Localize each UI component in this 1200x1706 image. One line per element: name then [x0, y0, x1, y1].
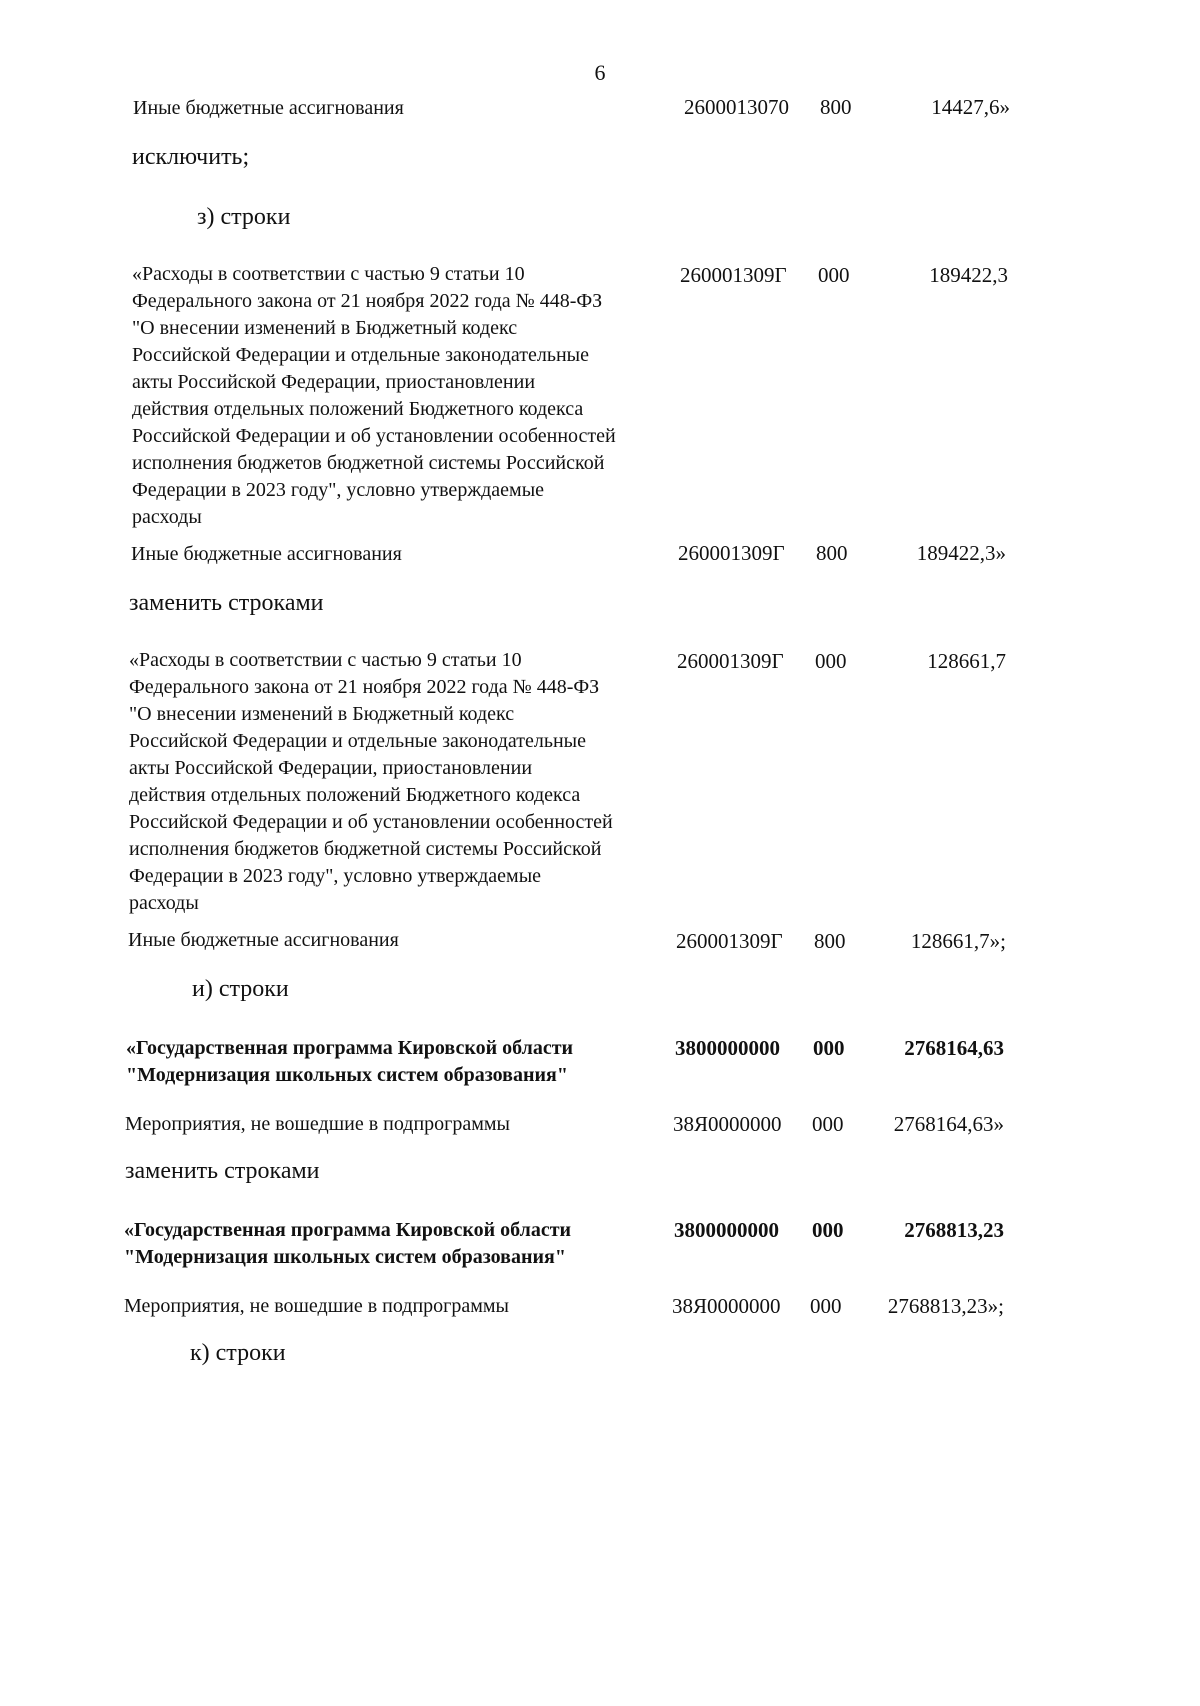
row-3-desc-line: Российской Федерации и отдельные законодательные [132, 344, 589, 366]
row-6-sum: 128661,7 [927, 649, 1006, 673]
row-10-code: 38Я0000000 [673, 1112, 782, 1136]
row-12-sum: 2768813,23 [904, 1218, 1004, 1242]
row-12-desc-line: "Модернизация школьных систем образования" [124, 1246, 566, 1268]
row-4-code: 260001309Г [678, 541, 785, 565]
instruction-exclude: исключить; [132, 144, 250, 170]
instruction-replace-1: заменить строками [129, 590, 324, 616]
row-4-desc-line: Иные бюджетные ассигнования [131, 543, 402, 565]
row-0-desc-line: Иные бюджетные ассигнования [133, 97, 404, 119]
row-3-desc-line: расходы [132, 506, 202, 528]
row-9-sum: 2768164,63 [904, 1036, 1004, 1060]
row-6-vr: 000 [815, 649, 847, 673]
row-3-desc-line: акты Российской Федерации, приостановлении [132, 371, 536, 393]
row-7-vr: 800 [814, 929, 846, 953]
row-0-vr: 800 [820, 95, 852, 119]
row-6-code: 260001309Г [677, 649, 784, 673]
row-6-desc-line: «Расходы в соответствии с частью 9 статьи 10 [129, 649, 522, 671]
row-3-description [132, 261, 672, 531]
row-10-sum: 2768164,63» [893, 1112, 1004, 1136]
row-0-sum: 14427,6» [931, 95, 1010, 119]
row-3-desc-line: Федерального закона от 21 ноября 2022 года № 448-ФЗ [132, 290, 603, 312]
row-7-sum: 128661,7»; [910, 929, 1006, 953]
row-13-description [124, 1293, 664, 1320]
row-3-desc-line: исполнения бюджетов бюджетной системы Российской [132, 452, 605, 474]
row-12-code: 3800000000 [674, 1218, 779, 1242]
row-12-description [124, 1217, 664, 1271]
row-12-vr: 000 [812, 1218, 844, 1242]
row-3-code: 260001309Г [680, 263, 787, 287]
row-0-description [133, 95, 663, 122]
row-13-sum: 2768813,23»; [887, 1294, 1004, 1318]
row-6-description [129, 647, 669, 917]
subhead-z: з) строки [197, 204, 291, 230]
row-3-desc-line: "О внесении изменений в Бюджетный кодекс [132, 317, 518, 339]
row-6-desc-line: исполнения бюджетов бюджетной системы Российской [129, 838, 602, 860]
row-6-desc-line: акты Российской Федерации, приостановлении [129, 757, 533, 779]
row-10-desc-line: Мероприятия, не вошедшие в подпрограммы [125, 1113, 510, 1135]
row-13-code: 38Я0000000 [672, 1294, 781, 1318]
row-3-desc-line: Федерации в 2023 году", условно утверждаемые [132, 479, 545, 501]
row-10-vr: 000 [812, 1112, 844, 1136]
row-9-description [126, 1035, 666, 1089]
row-10-description [125, 1111, 665, 1138]
subhead-i: и) строки [192, 976, 289, 1002]
row-7-description [128, 927, 658, 954]
row-4-sum: 189422,3» [916, 541, 1006, 565]
row-4-description [131, 541, 661, 568]
row-6-desc-line: "О внесении изменений в Бюджетный кодекс [129, 703, 515, 725]
row-6-desc-line: Российской Федерации и отдельные законодательные [129, 730, 586, 752]
row-3-desc-line: действия отдельных положений Бюджетного кодекса [132, 398, 584, 420]
row-3-desc-line: «Расходы в соответствии с частью 9 статьи 10 [132, 263, 525, 285]
row-6-desc-line: Федерации в 2023 году", условно утверждаемые [129, 865, 542, 887]
instruction-replace-2: заменить строками [125, 1158, 320, 1184]
row-6-desc-line: Российской Федерации и об установлении особенностей [129, 811, 613, 833]
row-7-desc-line: Иные бюджетные ассигнования [128, 929, 399, 951]
row-3-sum: 189422,3 [929, 263, 1008, 287]
row-3-vr: 000 [818, 263, 850, 287]
row-9-desc-line: «Государственная программа Кировской области [126, 1037, 574, 1059]
row-13-vr: 000 [810, 1294, 842, 1318]
page-number: 6 [594, 60, 606, 85]
row-3-desc-line: Российской Федерации и об установлении особенностей [132, 425, 616, 447]
row-13-desc-line: Мероприятия, не вошедшие в подпрограммы [124, 1295, 509, 1317]
row-9-vr: 000 [813, 1036, 845, 1060]
row-12-desc-line: «Государственная программа Кировской области [124, 1219, 572, 1241]
row-9-code: 3800000000 [675, 1036, 780, 1060]
row-7-code: 260001309Г [676, 929, 783, 953]
row-9-desc-line: "Модернизация школьных систем образования" [126, 1064, 568, 1086]
subhead-k: к) строки [190, 1340, 286, 1366]
row-0-code: 2600013070 [684, 95, 789, 119]
row-6-desc-line: действия отдельных положений Бюджетного кодекса [129, 784, 581, 806]
row-6-desc-line: Федерального закона от 21 ноября 2022 года № 448-ФЗ [129, 676, 600, 698]
row-4-vr: 800 [816, 541, 848, 565]
row-6-desc-line: расходы [129, 892, 199, 914]
